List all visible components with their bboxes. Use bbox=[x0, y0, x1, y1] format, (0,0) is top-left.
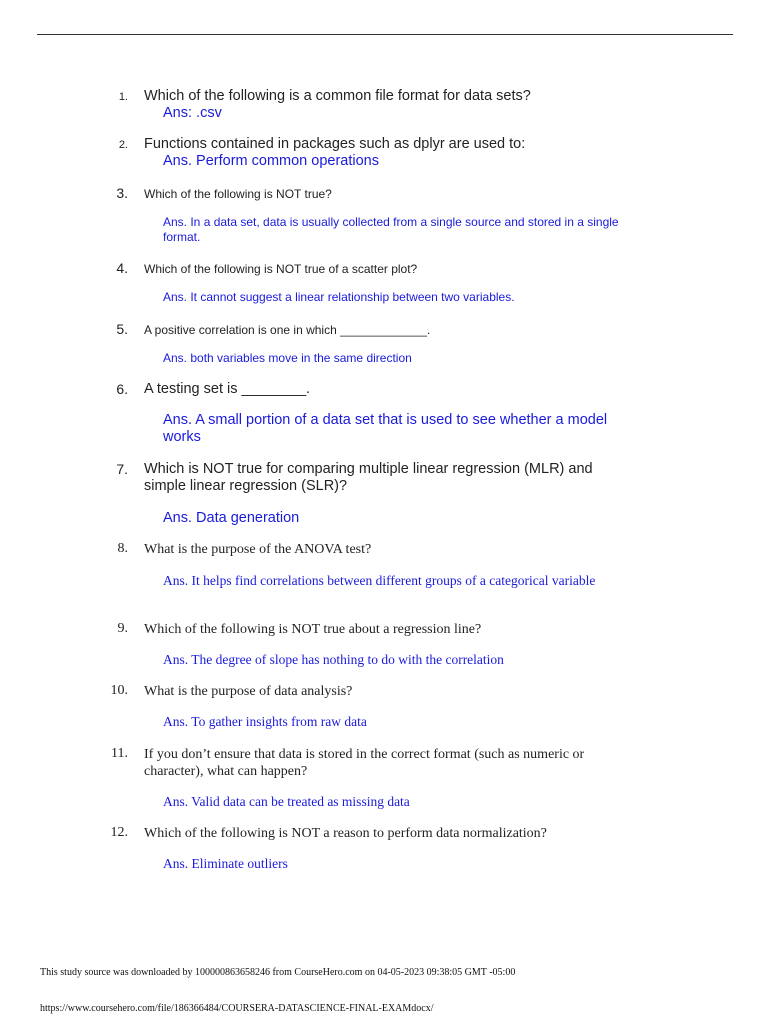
question-text: What is the purpose of data analysis? bbox=[144, 684, 353, 699]
question-number: 3. bbox=[116, 185, 128, 201]
question-number: 6. bbox=[116, 381, 128, 397]
question-number: 12. bbox=[110, 825, 128, 840]
answer-text: Ans. In a data set, data is usually collected from a single source and stored in a single format. bbox=[163, 215, 619, 244]
source-url[interactable]: https://www.coursehero.com/file/186366484/COURSERA-DATASCIENCE-FINAL-EXAMdocx/ bbox=[40, 1003, 434, 1014]
question-text: Which of the following is NOT true? bbox=[144, 187, 332, 201]
answer-text: Ans. To gather insights from raw data bbox=[163, 714, 367, 729]
answer-text: Ans. It cannot suggest a linear relationship between two variables. bbox=[163, 290, 515, 304]
download-note: This study source was downloaded by 100000863658246 from CourseHero.com on 04-05-2023 09:38:05 GMT -05:00 bbox=[40, 967, 516, 978]
answer-text: Ans: .csv bbox=[163, 105, 222, 121]
question-number: 4. bbox=[116, 260, 128, 276]
question-text: A testing set is ________. bbox=[144, 381, 311, 397]
answer-text: Ans. Eliminate outliers bbox=[163, 856, 288, 871]
question-text: A positive correlation is one in which _____________. bbox=[144, 323, 431, 337]
question-number: 11. bbox=[111, 746, 128, 761]
answer-text: Ans. Perform common operations bbox=[163, 153, 379, 169]
question-text: What is the purpose of the ANOVA test? bbox=[144, 542, 372, 557]
question-text: If you don’t ensure that data is stored in the correct format (such as numeric or character), what can happen? bbox=[144, 747, 585, 779]
answer-text: Ans. Data generation bbox=[163, 510, 300, 526]
answer-text: Ans. both variables move in the same direction bbox=[163, 351, 412, 365]
question-text: Which of the following is NOT a reason to perform data normalization? bbox=[144, 826, 547, 841]
answer-text: Ans. It helps find correlations between different groups of a categorical variable bbox=[163, 573, 596, 588]
question-number: 9. bbox=[117, 621, 128, 636]
question-number: 5. bbox=[116, 321, 128, 337]
question-text: Which of the following is a common file format for data sets? bbox=[144, 88, 531, 104]
answer-text: Ans. A small portion of a data set that is used to see whether a model works bbox=[163, 412, 608, 445]
header-rule bbox=[37, 34, 733, 35]
question-number: 10. bbox=[110, 683, 128, 698]
answer-text: Ans. Valid data can be treated as missing data bbox=[163, 794, 410, 809]
question-number: 7. bbox=[116, 461, 128, 477]
question-text: Functions contained in packages such as dplyr are used to: bbox=[144, 136, 526, 152]
answer-text: Ans. The degree of slope has nothing to do with the correlation bbox=[163, 652, 504, 667]
question-text: Which of the following is NOT true of a scatter plot? bbox=[144, 262, 418, 276]
question-number: 2. bbox=[118, 139, 128, 151]
question-text: Which is NOT true for comparing multiple linear regression (MLR) and simple linear regression (SLR)? bbox=[144, 461, 593, 494]
question-number: 1. bbox=[118, 91, 128, 103]
question-number: 8. bbox=[117, 541, 128, 556]
question-text: Which of the following is NOT true about a regression line? bbox=[144, 622, 482, 637]
